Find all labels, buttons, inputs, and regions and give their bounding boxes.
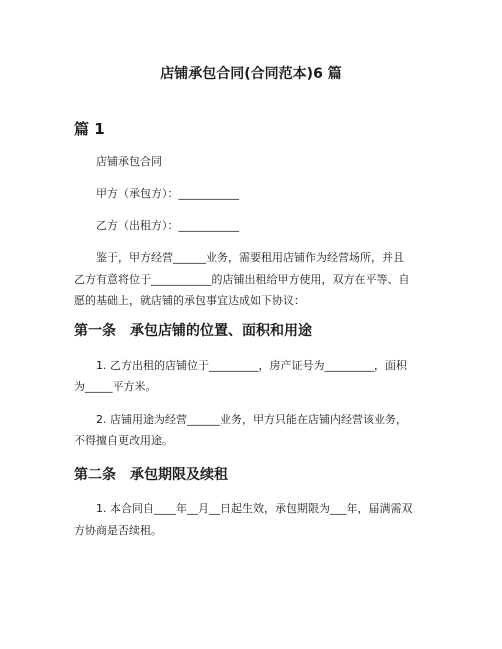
article-1-number: 第一条	[74, 323, 116, 339]
document-title: 店铺承包合同(合同范本)6 篇	[160, 66, 342, 82]
article-1-item-2-line-2: 不得擅自更改用途。	[74, 434, 173, 447]
article-2-number: 第二条	[74, 467, 116, 483]
article-1-item-1-line-2: 为_____平方米。	[74, 380, 157, 393]
article-2-item-1-line-1: 1. 本合同自____年__月__日起生效，承包期限为___年，届满需双	[96, 502, 413, 515]
intro-line-3: 愿的基础上，就店铺的承包事宜达成如下协议：	[74, 294, 305, 307]
intro-line-2: 乙方有意将位于___________的店铺出租给甲方使用，双方在平等、自	[74, 273, 410, 286]
article-1-heading	[74, 321, 312, 341]
intro-line-1: 鉴于，甲方经营______业务，需要租用店铺作为经营场所，并且	[96, 251, 404, 264]
article-1-item-2-line-1: 2. 店铺用途为经营______业务，甲方只能在店铺内经营该业务，	[96, 413, 407, 426]
article-2-item-1-line-2: 方协商是否续租。	[74, 524, 162, 537]
article-2-heading	[74, 465, 228, 485]
article-1-item-1-line-1: 1. 乙方出租的店铺位于_________，房产证号为_________，面积	[96, 359, 407, 372]
party-a-line: 甲方（承包方）：___________	[96, 187, 239, 200]
party-b-line: 乙方（出租方）：___________	[96, 219, 239, 232]
article-2-title: 承包期限及续租	[130, 467, 228, 483]
contract-title: 店铺承包合同	[96, 155, 162, 168]
section-heading-1: 篇 1	[74, 120, 105, 138]
article-1-title: 承包店铺的位置、面积和用途	[130, 323, 312, 339]
